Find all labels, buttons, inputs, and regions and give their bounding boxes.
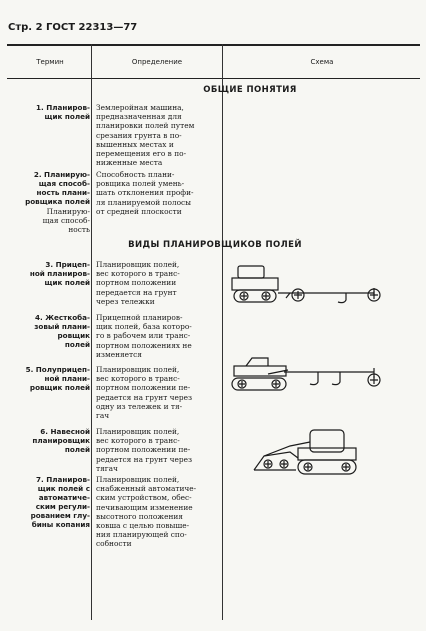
definition-6 bbox=[96, 427, 216, 473]
column-header-definition: Определение bbox=[131, 58, 183, 66]
def-line: Землеройная машина, bbox=[96, 103, 184, 112]
def-line: портном положениях не bbox=[96, 340, 192, 350]
def-line: щик полей, база которо- bbox=[96, 322, 192, 332]
term-line: щик полей bbox=[44, 278, 90, 287]
scheme-trailed-leveler bbox=[228, 262, 418, 308]
def-line: тягач bbox=[96, 463, 118, 473]
column-divider-left bbox=[91, 44, 92, 620]
definition-2 bbox=[96, 170, 216, 216]
term-line: ровщика полей bbox=[25, 197, 90, 206]
term-line: 4. Жесткоба- bbox=[34, 313, 90, 322]
term-line: ной плани- bbox=[44, 374, 90, 383]
def-line: Прицепной планиров- bbox=[96, 313, 183, 322]
term-line: полей bbox=[64, 445, 90, 454]
def-line: планировки полей путем bbox=[96, 121, 195, 131]
def-line: снабженный автоматиче- bbox=[96, 484, 197, 494]
term-1 bbox=[12, 103, 90, 121]
term-line: планировщик bbox=[32, 436, 90, 445]
def-line: от средней плоскости bbox=[96, 206, 182, 216]
table-top-rule bbox=[7, 44, 420, 46]
term-line: ность bbox=[68, 225, 90, 234]
term-line: 7. Планиров- bbox=[36, 475, 90, 484]
def-line: Планировщик полей, bbox=[96, 260, 180, 269]
page-header: Стр. 2 ГОСТ 22313—77 bbox=[8, 22, 138, 33]
header-bottom-rule bbox=[7, 78, 420, 79]
term-line: ной планиров- bbox=[29, 269, 90, 278]
term-line: ровщик bbox=[57, 331, 90, 340]
term-line: зовый плани- bbox=[34, 322, 90, 331]
def-line: печивающим изменение bbox=[96, 502, 193, 512]
term-7 bbox=[12, 475, 90, 529]
definition-5 bbox=[96, 365, 216, 420]
term-4 bbox=[12, 313, 90, 349]
def-line: Планировщик полей, bbox=[96, 475, 180, 484]
term-line: 5. Полуприцеп- bbox=[25, 365, 90, 374]
term-line: 2. Планирую- bbox=[33, 170, 90, 179]
term-line: ровщик полей bbox=[29, 383, 90, 392]
section-title-general: ОБЩИЕ ПОНЯТИЯ bbox=[203, 85, 297, 95]
term-2 bbox=[12, 170, 90, 206]
def-line: вес которого в транс- bbox=[96, 269, 180, 279]
def-line: ровщика полей умень- bbox=[96, 179, 185, 189]
def-line: ниженные места bbox=[96, 158, 163, 168]
term-line: автоматиче- bbox=[38, 493, 90, 502]
def-line: вес которого в транс- bbox=[96, 374, 180, 384]
term-6 bbox=[12, 427, 90, 454]
def-line: Способность плани- bbox=[96, 170, 175, 179]
def-line: одну из тележек и тя- bbox=[96, 401, 183, 411]
term-line: ность плани- bbox=[36, 188, 90, 197]
def-line: шать отклонения профи- bbox=[96, 188, 194, 198]
section-title-types: ВИДЫ ПЛАНИРОВЩИКОВ ПОЛЕЙ bbox=[128, 240, 302, 250]
column-divider-right bbox=[222, 44, 223, 620]
def-line: ковша с целью повыше- bbox=[96, 521, 190, 531]
def-line: через тележки bbox=[96, 296, 155, 306]
def-line: перемещения его в по- bbox=[96, 149, 187, 159]
term-line: щик полей bbox=[44, 112, 90, 121]
def-line: го в рабочем или транс- bbox=[96, 331, 191, 341]
def-line: портном положении пе- bbox=[96, 445, 191, 455]
def-line: срезания грунта в по- bbox=[96, 130, 182, 140]
term-line: бины копания bbox=[31, 520, 90, 529]
def-line: Планировщик полей, bbox=[96, 427, 180, 436]
term-line: щая способ- bbox=[38, 179, 90, 188]
def-line: портном положении bbox=[96, 278, 177, 288]
term-line: щая способ- bbox=[42, 216, 90, 225]
def-line: собности bbox=[96, 539, 132, 549]
def-line: гач bbox=[96, 411, 110, 421]
definition-3 bbox=[96, 260, 216, 306]
def-line: ния планирующей спо- bbox=[96, 530, 187, 540]
term-line: 1. Планиров- bbox=[36, 103, 90, 112]
term-line: рованием глу- bbox=[30, 511, 90, 520]
scheme-semitrailed-leveler bbox=[228, 352, 418, 402]
term-line: 6. Навесной bbox=[40, 427, 90, 436]
def-line: передается на грунт bbox=[96, 287, 177, 297]
term-line: Планирую- bbox=[46, 207, 90, 216]
definition-4 bbox=[96, 313, 216, 359]
scheme-mounted-leveler bbox=[250, 428, 380, 478]
def-line: портном положении пе- bbox=[96, 383, 191, 393]
term-2-short-form bbox=[12, 207, 90, 234]
def-line: изменяется bbox=[96, 349, 142, 359]
term-line: щик полей с bbox=[37, 484, 90, 493]
term-line: ским регули- bbox=[35, 502, 90, 511]
term-line: полей bbox=[64, 340, 90, 349]
definition-7 bbox=[96, 475, 216, 549]
def-line: вышенных местах и bbox=[96, 139, 174, 149]
column-header-scheme: Схема bbox=[310, 58, 334, 66]
term-3 bbox=[12, 260, 90, 287]
def-line: ским устройством, обес- bbox=[96, 493, 192, 503]
def-line: Планировщик полей, bbox=[96, 365, 180, 374]
def-line: ля планируемой полосы bbox=[96, 197, 192, 207]
column-header-terms: Термин bbox=[36, 58, 64, 66]
definition-1 bbox=[96, 103, 216, 167]
def-line: предназначенная для bbox=[96, 112, 182, 122]
term-line: 3. Прицеп- bbox=[45, 260, 90, 269]
def-line: высотного положения bbox=[96, 511, 183, 521]
term-5 bbox=[12, 365, 90, 392]
def-line: редается на грунт через bbox=[96, 454, 193, 464]
def-line: вес которого в транс- bbox=[96, 436, 180, 446]
def-line: редается на грунт через bbox=[96, 392, 193, 402]
